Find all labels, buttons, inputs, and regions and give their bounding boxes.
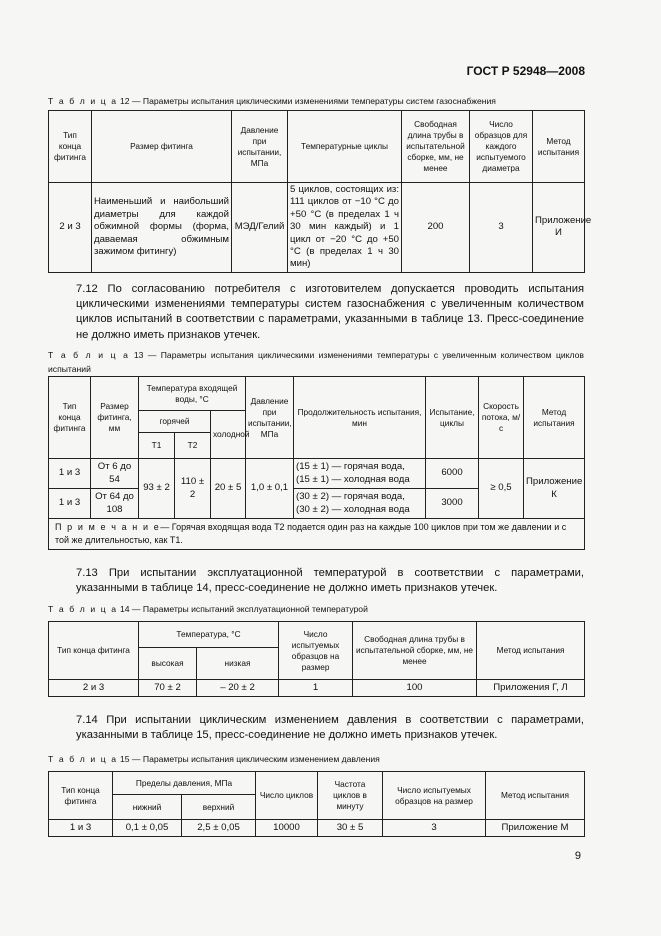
t14-header-temp: Температура, °С [139, 622, 279, 648]
t13-row1-duration: (15 ± 1) — горячая вода, (15 ± 1) — холодная вода [294, 459, 426, 489]
t13-header-cycles: Испытание, циклы [426, 377, 479, 459]
paragraph-7-14: 7.14 При испытании циклическим изменением давления в соответствии с параметрами, указанными в таблице 15, пресс-соединение не должно иметь признаков утечек. [76, 714, 584, 742]
t14-header-low: низкая [197, 648, 279, 680]
t15-cell-freq: 30 ± 5 [318, 820, 383, 837]
t15-cell-cycles: 10000 [256, 820, 318, 837]
t13-pressure-value: 1,0 ± 0,1 [246, 459, 294, 519]
t14-cell-method: Приложения Г, Л [477, 680, 585, 697]
t13-header-cold: холодной [211, 411, 246, 459]
t13-row1-size: От 6 до 54 [91, 459, 139, 489]
table-15 [48, 771, 585, 837]
t13-t2-value: 110 ± 2 [175, 459, 211, 519]
t14-header-samples: Число испытуемых образцов на размер [279, 622, 353, 680]
t12-cell-size: Наименьший и наибольший диаметры для каждой обжимной формы (форма, даваемая обжимным зажимом фитингу) [92, 183, 232, 273]
t14-header-type: Тип конца фитинга [49, 622, 139, 680]
t13-row2-cycles: 3000 [426, 489, 479, 519]
t14-cell-length: 100 [353, 680, 477, 697]
t15-cell-lower: 0,1 ± 0,05 [113, 820, 182, 837]
t13-header-method: Метод испытания [524, 377, 585, 459]
t13-row2-size: От 64 до 108 [91, 489, 139, 519]
table-14-caption: Т а б л и ц а 14 — Параметры испытаний эксплуатационной температурой [48, 604, 368, 614]
t14-cell-low: – 20 ± 2 [197, 680, 279, 697]
t13-header-hot: горячей [139, 411, 211, 433]
t14-cell-samples: 1 [279, 680, 353, 697]
page-number: 9 [574, 850, 581, 862]
t13-method-value: Приложение К [524, 459, 585, 519]
t13-row2-duration: (30 ± 2) — горячая вода, (30 ± 2) — холодная вода [294, 489, 426, 519]
t15-header-limits: Пределы давления, МПа [113, 772, 256, 795]
t13-header-speed: Скорость потока, м/с [479, 377, 524, 459]
paragraph-7-13: 7.13 При испытании эксплуатационной температурой в соответствии с параметрами, указанными в таблице 14, пресс-соединение не должно иметь признаков утечек. [76, 567, 584, 595]
table-13-caption: Т а б л и ц а 13 — Параметры испытания циклическими изменениями температуры с увеличенным количеством циклов испытаний [48, 350, 584, 374]
t14-header-method: Метод испытания [477, 622, 585, 680]
t12-cell-pressure: МЭД/Гелий [232, 183, 288, 273]
table-row: 2 и 3 [49, 680, 139, 697]
t13-header-temp: Температура входящей воды, °С [139, 377, 246, 411]
t15-header-upper: верхний [182, 795, 256, 820]
t13-header-duration: Продолжительность испытания, мин [294, 377, 426, 459]
t12-cell-samples: 3 [470, 183, 533, 273]
t13-cold-value: 20 ± 5 [211, 459, 246, 519]
t14-header-high: высокая [139, 648, 197, 680]
t12-header-cycles: Температурные циклы [288, 111, 402, 183]
paragraph-7-12: 7.12 По согласованию потребителя с изготовителем допускается проводить испытания циклическими изменениями температуры систем газоснабжения с увеличенным количеством циклов испытаний в соответствии с параметрами, указанными в таблице 13. Пресс-соединение не должно иметь признаков утечек. [76, 283, 584, 341]
table-12-caption: Т а б л и ц а 12 — Параметры испытания циклическими изменениями температуры систем газоснабжения [48, 96, 496, 106]
table-13 [48, 376, 585, 550]
t12-cell-cycles: 5 циклов, состоящих из: 111 циклов от −10 °С до +50 °С (в пределах 1 ч 30 мин каждый) и 1 цикл от −20 °С до +50 °С (в пределах 1 ч 30 мин) [288, 183, 402, 273]
t15-cell-upper: 2,5 ± 0,05 [182, 820, 256, 837]
t12-cell-length: 200 [402, 183, 470, 273]
t13-header-t1: Т1 [139, 433, 175, 459]
t12-header-type: Тип конца фитинга [49, 111, 92, 183]
t13-speed-value: ≥ 0,5 [479, 459, 524, 519]
document-header: ГОСТ Р 52948—2008 [466, 64, 585, 78]
t13-header-t2: Т2 [175, 433, 211, 459]
table-row: 1 и 3 [49, 459, 91, 489]
table-14 [48, 621, 585, 697]
t15-header-type: Тип конца фитинга [49, 772, 113, 820]
t13-t1-value: 93 ± 2 [139, 459, 175, 519]
t12-header-samples: Число образцов для каждого испытуемого диаметра [470, 111, 533, 183]
t14-cell-high: 70 ± 2 [139, 680, 197, 697]
table-row: 1 и 3 [49, 489, 91, 519]
t15-cell-samples: 3 [383, 820, 486, 837]
t13-row1-cycles: 6000 [426, 459, 479, 489]
t13-header-pressure: Давление при испытании, МПа [246, 377, 294, 459]
t12-header-method: Метод испытания [533, 111, 585, 183]
t12-header-size: Размер фитинга [92, 111, 232, 183]
t15-header-lower: нижний [113, 795, 182, 820]
t12-cell-type: 2 и 3 [49, 183, 92, 273]
table-12 [48, 110, 592, 273]
t15-cell-method: Приложение М [486, 820, 585, 837]
t13-note: П р и м е ч а н и е— Горячая входящая вода Т2 подается один раз на каждые 100 циклов при том же давлении и с той же длительностью, как Т1. [49, 519, 585, 550]
t13-header-type: Тип конца фитинга [49, 377, 91, 459]
t12-cell-method: Приложение И [533, 183, 585, 273]
table-15-caption: Т а б л и ц а 15 — Параметры испытания циклическим изменением давления [48, 754, 380, 764]
t15-header-freq: Частота циклов в минуту [318, 772, 383, 820]
t15-header-method: Метод испытания [486, 772, 585, 820]
t14-header-length: Свободная длина трубы в испытательной сборке, мм, не менее [353, 622, 477, 680]
t15-header-cycles: Число циклов [256, 772, 318, 820]
t12-header-length: Свободная длина трубы в испытательной сборке, мм, не менее [402, 111, 470, 183]
t12-header-pressure: Давление при испытании, МПа [232, 111, 288, 183]
table-row: 1 и 3 [49, 820, 113, 837]
t15-header-samples: Число испытуемых образцов на размер [383, 772, 486, 820]
t13-header-size: Размер фитинга, мм [91, 377, 139, 459]
